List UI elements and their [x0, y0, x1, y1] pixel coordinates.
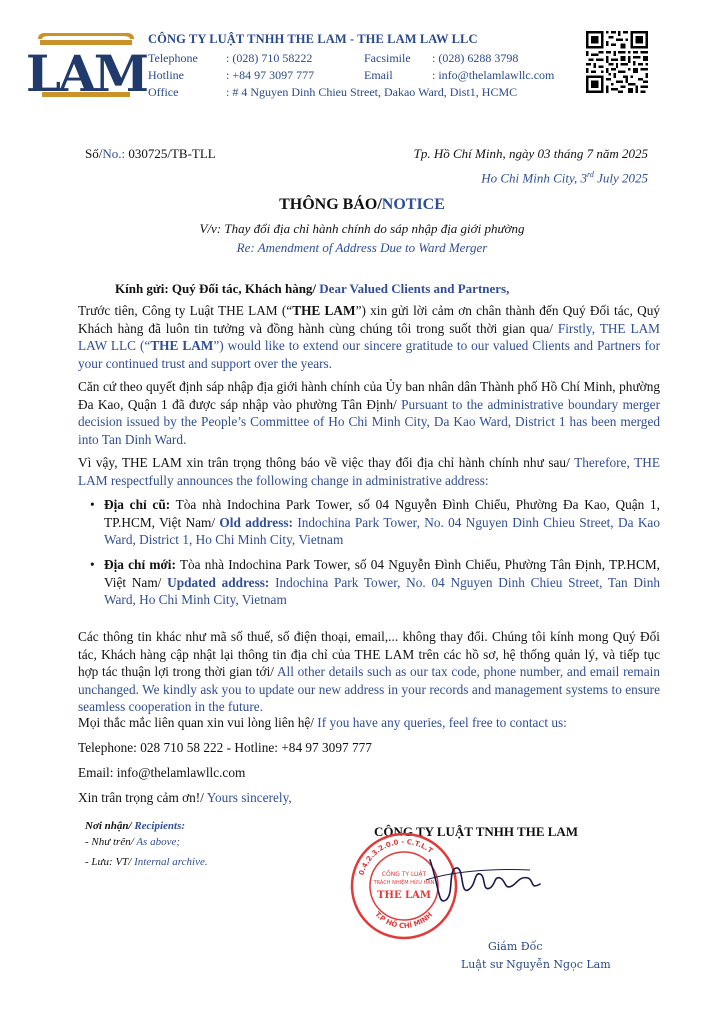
logo-text: LAM	[25, 44, 147, 103]
old-address-item: • Địa chỉ cũ: Tòa nhà Indochina Park Tower, số 04 Nguyễn Đình Chiểu, Phường Đa Kao, Quận 1, TP.HCM, Việt Nam/ Old address: Indochina Park Tower, No. 04 Nguyen Dinh Chieu Street, Da Kao Ward, District 1, Ho Chi Minh City, Vietnam	[90, 497, 661, 547]
email-label: Email	[364, 68, 393, 82]
subject-en: Re: Amendment of Address Due to Ward Merger	[236, 240, 488, 255]
date-en: Ho Chi Minh City, 3rd July 2025	[481, 170, 648, 186]
recipients-heading: Nơi nhận/ Recipients:	[85, 820, 186, 832]
telephone-value: : (028) 710 58222	[226, 51, 313, 65]
signatory-title: Giám Đốc	[488, 940, 543, 953]
salutation: Kính gửi: Quý Đối tác, Khách hàng/ Dear Valued Clients and Partners,	[115, 281, 510, 296]
contact-email: Email: info@thelamlawllc.com	[78, 765, 246, 780]
email-value: : info@thelamlawllc.com	[432, 68, 555, 82]
office-label: Office	[148, 85, 179, 99]
ref-label-vn: Số/	[85, 146, 103, 161]
hotline-value: : +84 97 3097 777	[226, 68, 315, 82]
reference-number	[85, 146, 216, 162]
svg-text:THE LAM: THE LAM	[377, 890, 431, 901]
subject-vn: V/v: Thay đổi địa chỉ hành chính do sáp nhập địa giới phường	[199, 221, 525, 236]
hotline-label: Hotline	[148, 68, 184, 82]
svg-text:T.P HỒ CHÍ MINH: T.P HỒ CHÍ MINH	[373, 910, 434, 931]
ref-number-value: 030725/TB-TLL	[125, 146, 216, 161]
paragraph-merger: Căn cứ theo quyết định sáp nhập địa giới hành chính của Ủy ban nhân dân Thành phố Hồ Chí Minh, phường Đa Kao, Quận 1 đã được sáp nhập vào phường Tân Định/ Pursuant to the administrative boundary merger decision issued by the People’s Committee of Ho Chi Minh City, Da Kao Ward, District 1 has been merged into Tan Dinh Ward.	[78, 379, 660, 447]
paragraph-update-request: Các thông tin khác như mã số thuế, số điện thoại, email,... không thay đổi. Chúng tôi kính mong Quý Đối tác, Khách hàng cập nhật lại thông tin địa chỉ của THE LAM trên các hồ sơ, hệ thống quản lý, và tiếp tục hợp tác thuận lợi trong thời gian tới/ All other details such as our tax code, phone number, and email remain unchanged. We kindly ask you to update our new address in your records and management systems to ensure seamless cooperation in the future.	[78, 629, 660, 714]
telephone-label: Telephone	[148, 51, 198, 65]
company-logo	[25, 30, 147, 103]
svg-text:TRÁCH NHIỆM HỮU HẠN: TRÁCH NHIỆM HỮU HẠN	[373, 880, 435, 886]
svg-text:0.4.2.3.2.0.0 - C.T.L.T: 0.4.2.3.2.0.0 - C.T.L.T	[357, 837, 435, 877]
facsimile-label: Facsimile	[364, 51, 411, 65]
firm-name: CÔNG TY LUẬT TNHH THE LAM - THE LAM LAW LLC	[148, 32, 478, 46]
ref-label-en: No.:	[102, 146, 126, 161]
office-value: : # 4 Nguyen Dinh Chieu Street, Dakao Ward, Dist1, HCMC	[226, 85, 518, 99]
signatory-name: Luật sư Nguyễn Ngọc Lam	[461, 958, 611, 971]
recipient-item-2: - Lưu: VT/ Internal archive.	[85, 856, 208, 868]
new-address-item: • Địa chỉ mới: Tòa nhà Indochina Park Tower, số 04 Nguyễn Đình Chiểu, Phường Tân Định, TP.HCM, Việt Nam/ Updated address: Indochina Park Tower, No. 04 Nguyen Dinh Chieu Street, Tan Dinh Ward, Ho Chi Minh City, Vietnam	[90, 557, 660, 607]
contact-phone: Telephone: 028 710 58 222 - Hotline: +84 97 3097 777	[78, 740, 372, 755]
closing: Xin trân trọng cảm ơn!/ Yours sincerely,	[78, 790, 292, 805]
qr-code-icon	[586, 27, 648, 97]
paragraph-announcement: Vì vậy, THE LAM xin trân trọng thông báo về việc thay đổi địa chỉ hành chính như sau/ Therefore, THE LAM respectfully announces the following change in administrative address:	[78, 455, 660, 488]
handwritten-signature	[420, 850, 550, 910]
svg-text:CÔNG TY LUẬT: CÔNG TY LUẬT	[381, 871, 427, 878]
notice-title: THÔNG BÁO/NOTICE	[279, 196, 445, 213]
queries-line: Mọi thắc mắc liên quan xin vui lòng liên hệ/ If you have any queries, feel free to contact us:	[78, 715, 567, 730]
bullet-icon: •	[90, 497, 95, 512]
date-vn: Tp. Hồ Chí Minh, ngày 03 tháng 7 năm 2025	[413, 146, 648, 161]
signature-company: CÔNG TY LUẬT TNHH THE LAM	[374, 824, 579, 839]
bullet-icon: •	[90, 557, 95, 572]
facsimile-value: : (028) 6288 3798	[432, 51, 519, 65]
paragraph-intro: Trước tiên, Công ty Luật THE LAM (“THE LAM”) xin gửi lời cảm ơn chân thành đến Quý Đối tác, Quý Khách hàng đã luôn tin tưởng và đồng hành cùng chúng tôi trong suốt thời gian qua/ Firstly, THE LAM LAW LLC (“THE LAM”) would like to extend our sincere gratitude to our valued Clients and Partners for your continued trust and support over the years.	[78, 303, 661, 371]
recipient-item-1: - Như trên/ As above;	[85, 836, 181, 848]
